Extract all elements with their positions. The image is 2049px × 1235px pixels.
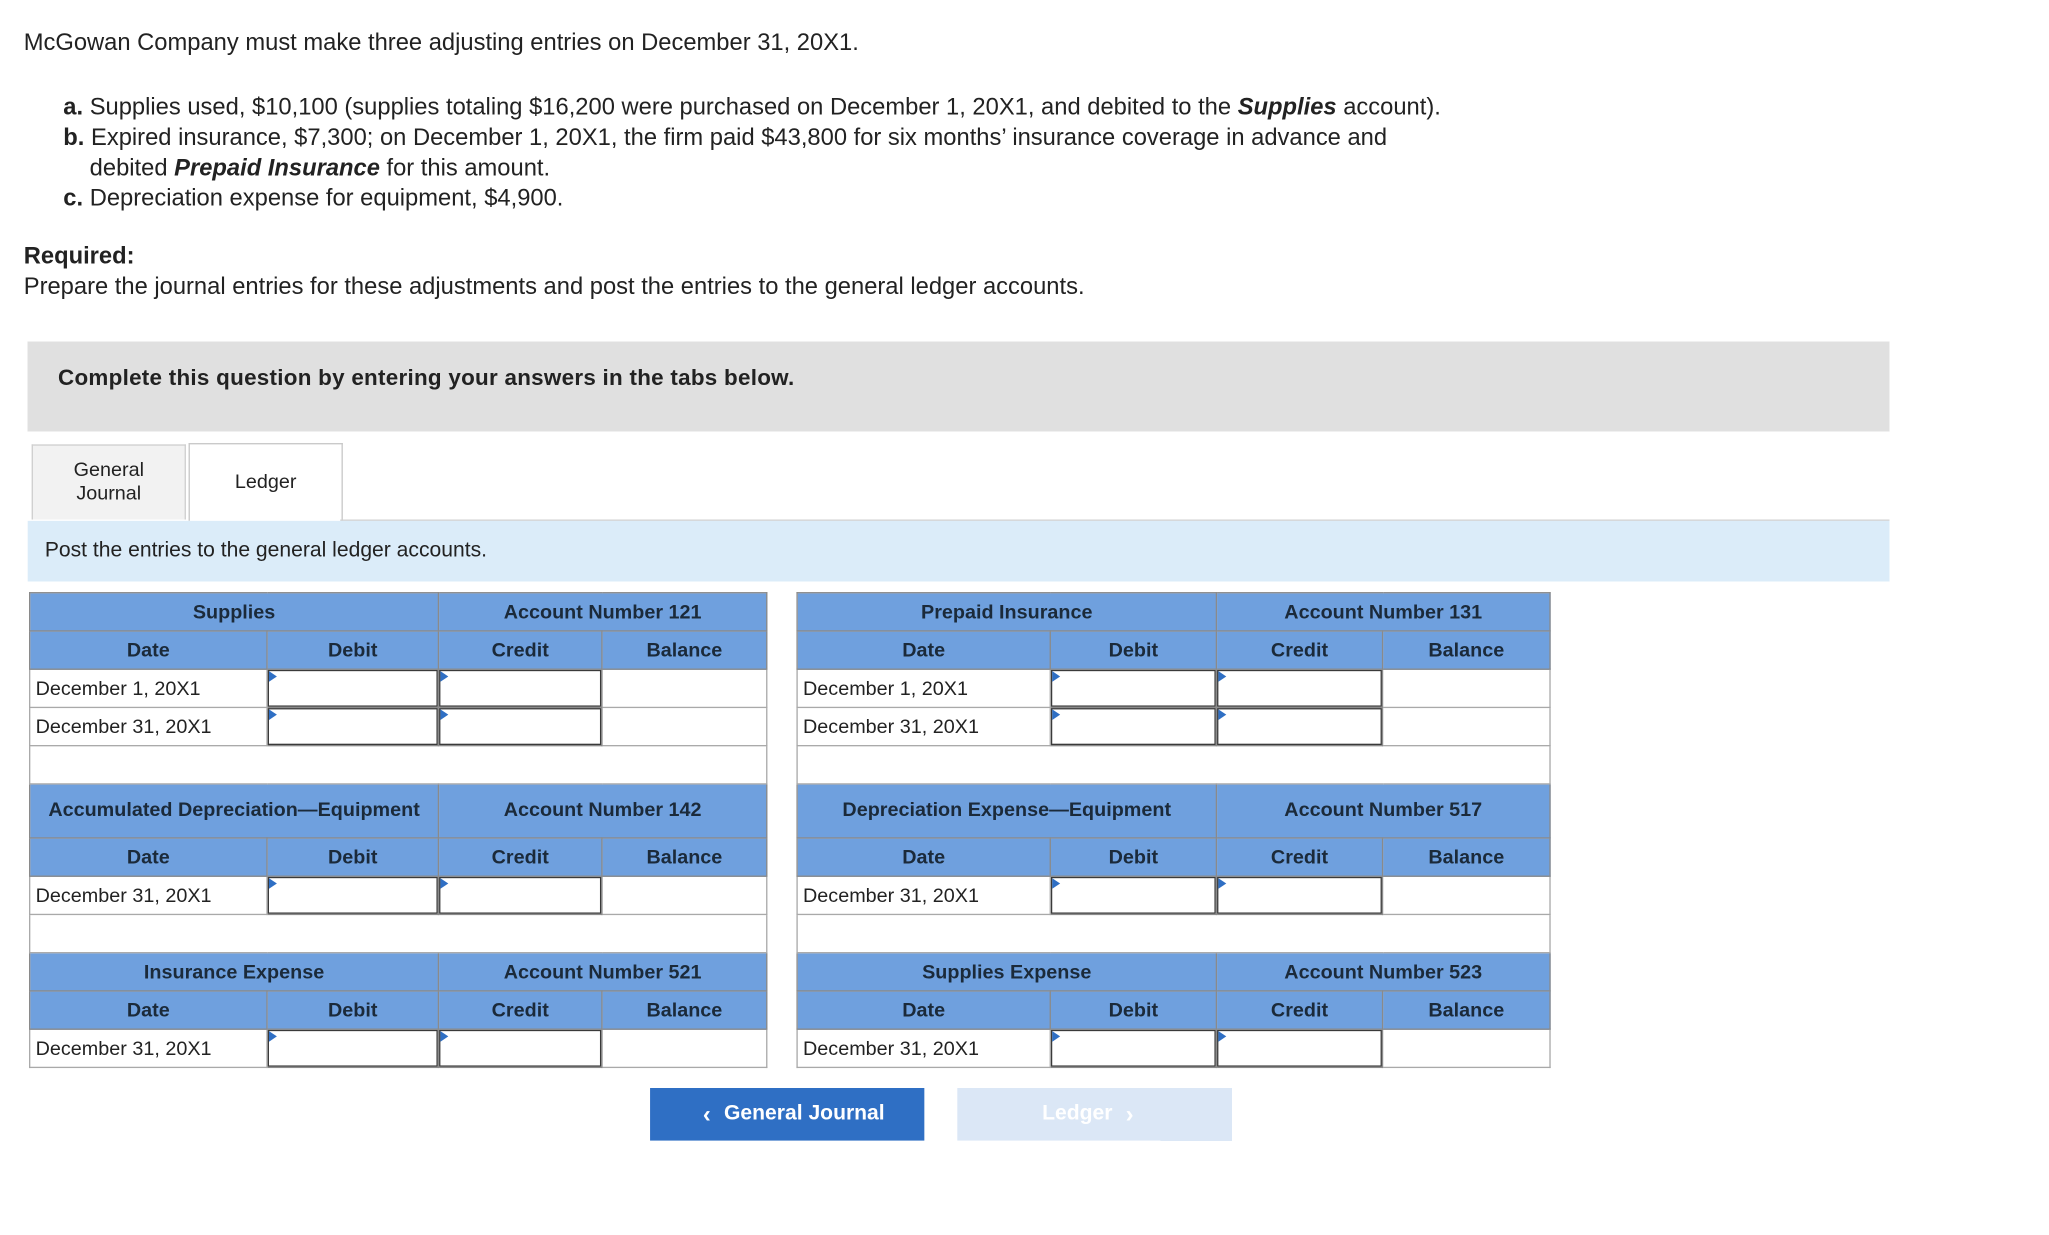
col-debit: Debit	[1050, 991, 1216, 1029]
prepaid-insurance-credit-1[interactable]	[1217, 670, 1382, 707]
col-date: Date	[30, 631, 267, 669]
debit-cell	[1050, 707, 1216, 745]
row-date: December 1, 20X1	[797, 669, 1050, 707]
banner-text: Complete this question by entering your answers in the tabs below.	[58, 365, 795, 391]
col-debit: Debit	[1050, 838, 1216, 876]
table-row	[797, 876, 1550, 914]
required-text: Prepare the journal entries for these adjustments and post the entries to the general ledger accounts.	[23, 272, 1085, 300]
ledger-table-right	[796, 592, 1550, 1068]
balance-cell	[1383, 669, 1550, 707]
col-debit: Debit	[267, 838, 438, 876]
supplies-expense-debit-1[interactable]	[1051, 1030, 1216, 1067]
col-balance: Balance	[1383, 991, 1550, 1029]
prepaid-insurance-title: Prepaid Insurance	[797, 593, 1216, 631]
item-c-text: Depreciation expense for equipment, $4,900.	[89, 184, 564, 211]
item-b	[63, 123, 1441, 153]
col-credit: Credit	[1216, 631, 1382, 669]
col-debit: Debit	[267, 631, 438, 669]
supplies-expense-credit-1[interactable]	[1217, 1030, 1382, 1067]
prev-general-journal-button[interactable]: ‹ General Journal	[650, 1088, 924, 1141]
accum-depr-debit-1[interactable]	[268, 877, 438, 914]
debit-cell	[267, 876, 438, 914]
balance-cell	[602, 876, 767, 914]
item-c-label: c.	[63, 184, 84, 211]
depr-expense-credit-1[interactable]	[1217, 877, 1382, 914]
insurance-expense-title: Insurance Expense	[30, 953, 439, 991]
supplies-debit-1[interactable]	[268, 670, 438, 707]
insurance-expense-account-number: Account Number 521	[438, 953, 766, 991]
supplies-account-number: Account Number 121	[438, 593, 766, 631]
table-row	[797, 1029, 1550, 1067]
col-balance: Balance	[602, 991, 767, 1029]
balance-cell	[1383, 876, 1550, 914]
tab-general-journal[interactable]: General Journal	[32, 444, 186, 519]
col-date: Date	[30, 991, 267, 1029]
debit-cell	[1050, 669, 1216, 707]
credit-cell	[1216, 876, 1382, 914]
balance-cell	[602, 669, 767, 707]
prepaid-insurance-debit-1[interactable]	[1051, 670, 1216, 707]
prepaid-insurance-account-number: Account Number 131	[1216, 593, 1550, 631]
col-date: Date	[797, 991, 1050, 1029]
item-a-label: a.	[63, 93, 84, 120]
col-balance: Balance	[1383, 631, 1550, 669]
supplies-debit-2[interactable]	[268, 708, 438, 745]
credit-cell	[438, 707, 602, 745]
credit-cell	[1216, 707, 1382, 745]
balance-cell	[602, 707, 767, 745]
item-b-line2-post: for this amount.	[379, 154, 551, 181]
col-credit: Credit	[1216, 838, 1382, 876]
col-credit: Credit	[1216, 991, 1382, 1029]
table-row	[797, 707, 1550, 745]
debit-cell	[267, 669, 438, 707]
col-balance: Balance	[602, 838, 767, 876]
debit-cell	[267, 707, 438, 745]
credit-cell	[438, 1029, 602, 1067]
spacer-row	[797, 746, 1550, 784]
balance-cell	[1383, 707, 1550, 745]
col-date: Date	[797, 838, 1050, 876]
depr-expense-title: Depreciation Expense—Equipment	[797, 784, 1216, 838]
accum-depr-account-number: Account Number 142	[438, 784, 766, 838]
row-date: December 31, 20X1	[30, 707, 267, 745]
required-label: Required:	[23, 242, 135, 269]
col-debit: Debit	[1050, 631, 1216, 669]
item-b-label: b.	[63, 123, 85, 151]
table-row	[30, 707, 767, 745]
insurance-expense-debit-1[interactable]	[268, 1030, 438, 1067]
item-b-em: Prepaid Insurance	[174, 154, 380, 181]
item-a	[63, 92, 1441, 122]
col-date: Date	[30, 838, 267, 876]
depr-expense-debit-1[interactable]	[1051, 877, 1216, 914]
item-a-em: Supplies	[1237, 93, 1337, 120]
problem-items	[63, 92, 1441, 213]
row-date: December 31, 20X1	[797, 1029, 1050, 1067]
depr-expense-account-number: Account Number 517	[1216, 784, 1550, 838]
table-row	[30, 1029, 767, 1067]
tab-ledger[interactable]: Ledger	[189, 443, 343, 521]
spacer-row	[30, 914, 767, 952]
col-balance: Balance	[602, 631, 767, 669]
debit-cell	[1050, 1029, 1216, 1067]
balance-cell	[602, 1029, 767, 1067]
row-date: December 31, 20X1	[797, 707, 1050, 745]
insurance-expense-credit-1[interactable]	[439, 1030, 601, 1067]
item-a-post: account).	[1336, 93, 1441, 120]
chevron-right-icon: ›	[1125, 1100, 1134, 1127]
col-credit: Credit	[438, 631, 602, 669]
row-date: December 31, 20X1	[30, 876, 267, 914]
item-b-line1: Expired insurance, $7,300; on December 1, 20X1, the firm paid $43,800 for six months’ insurance coverage in advance and	[91, 123, 1388, 151]
col-credit: Credit	[438, 838, 602, 876]
supplies-expense-account-number: Account Number 523	[1216, 953, 1550, 991]
supplies-credit-1[interactable]	[439, 670, 601, 707]
chevron-left-icon: ‹	[702, 1100, 711, 1127]
row-date: December 1, 20X1	[30, 669, 267, 707]
credit-cell	[1216, 669, 1382, 707]
item-b-line2-pre: debited	[89, 154, 175, 181]
balance-cell	[1383, 1029, 1550, 1067]
accum-depr-credit-1[interactable]	[439, 877, 601, 914]
instruction-banner	[28, 342, 1890, 432]
prepaid-insurance-debit-2[interactable]	[1051, 708, 1216, 745]
item-b-cont	[63, 153, 1441, 183]
table-row	[797, 669, 1550, 707]
spacer-row	[797, 914, 1550, 952]
supplies-title: Supplies	[30, 593, 439, 631]
debit-cell	[1050, 876, 1216, 914]
credit-cell	[1216, 1029, 1382, 1067]
item-a-pre: Supplies used, $10,100 (supplies totaling $16,200 were purchased on December 1, 20X1, and debited to the	[89, 93, 1238, 120]
col-debit: Debit	[267, 991, 438, 1029]
credit-cell	[438, 669, 602, 707]
ledger-table-left	[29, 592, 767, 1068]
spacer-row	[30, 746, 767, 784]
col-credit: Credit	[438, 991, 602, 1029]
next-ledger-button[interactable]: Ledger ›	[957, 1088, 1231, 1141]
accum-depr-title: Accumulated Depreciation—Equipment	[30, 784, 439, 838]
tab-instructions: Post the entries to the general ledger accounts.	[28, 521, 1890, 582]
row-date: December 31, 20X1	[30, 1029, 267, 1067]
row-date: December 31, 20X1	[797, 876, 1050, 914]
credit-cell	[438, 876, 602, 914]
table-row	[30, 876, 767, 914]
item-c	[63, 183, 1441, 213]
table-row	[30, 669, 767, 707]
supplies-credit-2[interactable]	[439, 708, 601, 745]
col-date: Date	[797, 631, 1050, 669]
supplies-expense-title: Supplies Expense	[797, 953, 1216, 991]
required-block	[24, 241, 1085, 302]
prepaid-insurance-credit-2[interactable]	[1217, 708, 1382, 745]
col-balance: Balance	[1383, 838, 1550, 876]
problem-intro: McGowan Company must make three adjusting entries on December 31, 20X1.	[23, 29, 859, 56]
debit-cell	[267, 1029, 438, 1067]
